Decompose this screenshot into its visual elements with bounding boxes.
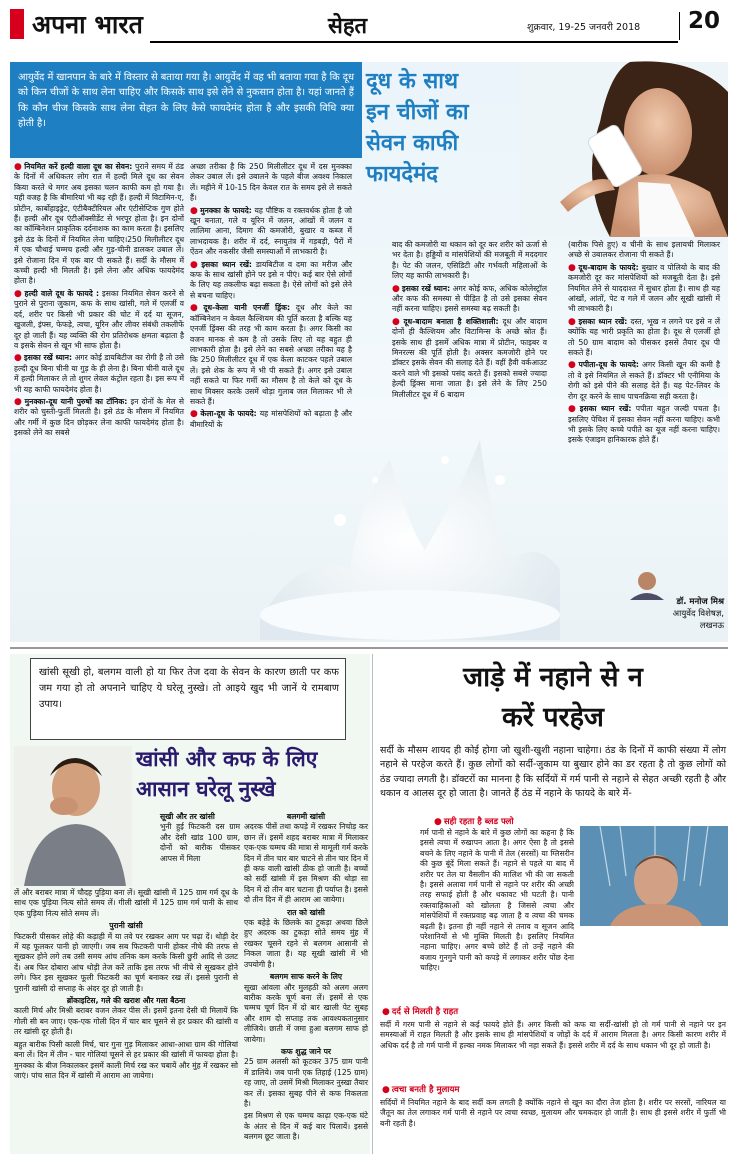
cough-intro: खांसी सूखी हो, बलगम वाली हो या फिर तेज दवा के सेवन के कारण छाती पर कफ जम गया हो तो अपनाने चाहिए ये घरेलू नुस्खे। तो आइये खुद भी जानें ये रामबाण उपाय।: [39, 667, 339, 710]
milk-col3-para: ● इसका रखें ध्यान: अगर कोई कफ, अधिक कोलेस्ट्रॉल और कफ की समस्या से पीड़ित है तो उसे इसका सेवन नहीं करना चाहिए। इससे समस्या बढ़ सकती है।: [392, 283, 547, 314]
story-divider: [372, 654, 373, 1154]
cough-headline: [136, 744, 366, 804]
milk-column-4: [568, 240, 720, 572]
milk-col1-para: ● हल्दी वाले दूध के फायदे : इसका नियमित सेवन करने से पुराने से पुराना जुकाम, कफ के साथ खांसी, गले में एलर्जी व दर्द, शरीर पर किसी भी प्रकार की चोट में दर्द या सूजन, खुजली, इंफ्स, फेफड़े, त्वचा, यूरिन और लीवर संबंधी तकलीफें दूर हो जाती हैं। यह व्यक्ति की रोग प्रतिरोधक क्षमता बढ़ाता है व इसके सेवन से खून भी साफ होता है।: [14, 288, 184, 350]
milk-col1-para: ● नियमित करें हल्दी वाला दूध का सेवन: पुराने समय में ठंड के दिनों में अधिकतर लोग रात में हल्दी मिले दूध का सेवन किया करते थे मगर अब इसका चलन काफी कम हो गया है। यही वजह है कि बीमारियां भी बढ़ रही हैं। हल्दी में विटामिन-ए, प्रोटीन, कार्बोहाइड्रेट, एंटीबैक्टीरियल और एंटीसेप्टिक गुण होते हैं। हल्दी और दूध एंटीऑक्सीडेंट से भरपूर होता है। इन दोनों का कॉम्बिनेशन प्राकृतिक दर्दनाशक का काम करता है। इसलिए इसे ठंड के दिनों में नियमित लेना चाहिए।250 मिलीलीटर दूध में एक चौथाई चम्मच हल्दी और गुड़-चीनी डालकर उबाल लें। इसे रोजाना दिन में एक बार पी सकते हैं। सर्दी के मौसम में कच्ची हल्दी भी मिलती है। इसे लेना और अधिक फायदेमंद होता है।: [14, 162, 184, 286]
cough-colb-para: एक बहेड़े के छिलके का टुकड़ा अथवा छिले हुए अदरक का टुकड़ा सोते समय मुंह में रखकर चूसने रहने से बलगम आसानी से निकल जाता है। यह सूखी खांसी में भी उपयोगी है।: [244, 918, 368, 969]
milk-col2-para: ● केला-दूध के फायदे: यह मांसपेशियों को बढ़ाता है और बीमारियों के: [190, 409, 352, 429]
cough-headline-line-1: खांसी और कफ के लिए: [136, 747, 318, 771]
cough-main-head: पुरानी खांसी: [109, 921, 143, 931]
masthead-top-rule: [150, 41, 678, 43]
milk-story-intro-box: [10, 62, 362, 158]
milk-col4-para: ● इसका ध्यान रखें: पपीता बहुत जल्दी पचता है। इसलिए पेचिश में इसका सेवन नहीं करना चाहिए। कभी भी इसके लिए कच्चे पपीते का यूज नहीं करना चाहिए। इसके एंजाइम हानिकारक होते हैं।: [568, 404, 720, 445]
cough-column-b: [244, 812, 368, 1150]
page-number-divider: [679, 12, 680, 40]
cough-main-para: काली मिर्च और मिश्री बराबर वजन लेकर पीस लें। इसमें इतना देसी घी मिलायें कि गोली सी बन जाए। एक-एक गोली दिन में चार बार चूसने से हर प्रकार की खांसी व तर खांसी दूर होती है।: [14, 1006, 238, 1037]
cough-colb-head: बलगमी खांसी: [286, 812, 326, 821]
milk-headline-line-1: दूध के साथ: [366, 69, 459, 94]
cough-main-head: ब्रोंकाइटिस, गले की खराश और गला बैठना: [66, 996, 186, 1006]
bathing-blood-flow-text: गर्म पानी से नहाने के बारे में कुछ लोगों का कहना है कि इससे त्वचा में रुखापन आता है। अगर ऐसा है तो इससे बचने के लिए नहाने के पानी में तेल (सरसों) या ग्लिसरीन की कुछ बूंदें मिला सकते हैं। नहाने से पहले या बाद में शरीर पर तेल या वैसलीन की मालिश भी की जा सकती है। इससे अलावा गर्म पानी से नहाने पर शरीर की अच्छी तरह सफाई होती है और थकावट भी घटती है। पानी रक्तवाहिकाओं को खोलता है जिससे त्वचा और मांसपेशियों में रक्तप्रवाह बढ़ जाता है व त्वचा की चमक बढ़ती है। इतना ही नहीं नहाने से तनाव व सूजन आदि परेशानियों से भी मुक्ति मिलती है। इसलिए नियमित नहाना चाहिए। अगर बच्चे छोटे हैं तो उन्हें नहाने की बजाय गुनगुने पानी को कपड़े में लगाकर शरीर पोंछ देना चाहिए।: [420, 828, 574, 973]
milk-col1-para: ● इसका रखें ध्यान: अगर कोई डायबिटीज का रोगी है तो उसे हल्दी दूध बिना चीनी या गुड़ के ही लेना है। बिना चीनी वाले दूध में हल्दी मिलाकर ले तो शुगर लेवल कंट्रोल रहता है। इस रूप में भी यह काफी फायदेमंद होता है।: [14, 353, 185, 394]
cough-colb-para: इस मिश्रण से एक चम्मच काढ़ा एक-एक घंटे के अंतर से दिन में कई बार पिलायें। इससे बलगम छूट जाता है।: [244, 1111, 368, 1142]
cough-side-column: [160, 812, 240, 884]
cough-intro-box: [30, 658, 346, 740]
woman-drinking-milk-photo: [520, 62, 728, 237]
milk-col2-para: ● मुनक्का के फायदे: यह पौष्टिक व रक्तवर्धक होता है जो खून बनाता, गले व यूरिन में जलन, आंखों में जलन व लालिमा आना, दिमाग की कमजोरी, बुखार व कब्ज में लाभदायक है। शरीर में दर्द, स्नायुतंत्र में गड़बड़ी, पैरों में ऐंठन और नकसीर जैसी समस्याओं में लाभकारी है।: [190, 205, 352, 257]
bathing-soft-skin-text: सर्दियों में नियमित नहाने के बाद सर्दी कम लगती है क्योंकि नहाने से खून का दौरा तेज होता है। शरीर पर सरसों, नारियल या जैतून का तेल लगाकर गर्म पानी से नहाने पर त्वचा स्वच्छ, मुलायम और चमकदार हो जाती है। साथ ही इससे शरीर में फुर्ती भी बनी रहती है।: [380, 1098, 726, 1128]
milk-col3-para: बाद की कमजोरी या थकान को दूर कर शरीर को ऊर्जा से भर देता है। हड्डियों व मांसपेशियों की मजबूती में मददगार है। पेट की जलन, एसिडिटी और गर्भवती महिलाओं के लिए यह काफी लाभकारी है।: [392, 240, 547, 281]
milk-headline-line-2: इन चीजों का: [366, 100, 469, 125]
milk-col4-para: ● इसका ध्यान रखें: दस्त, भूख न लगने पर इसे न लें क्योंकि यह भारी प्रकृति का होता है। दूध से एलर्जी हो तो 50 ग्राम बादाम को पीसकर इससे तैयार दूध पी सकते हैं।: [568, 316, 720, 358]
milk-headline-line-3: सेवन काफी: [366, 131, 459, 156]
bathing-blood-flow-text-continued: [380, 930, 726, 1000]
cough-colb-head: कफ शुद्ध जाने पर: [280, 1046, 332, 1056]
logo-text: अपना भारत: [32, 10, 143, 39]
cough-headline-line-2: आसान घरेलू नुस्खे: [136, 777, 276, 801]
coughing-man-photo: [14, 746, 132, 886]
cough-main-para: लें और बराबर मात्रा में चौदह पुड़िया बना लें। सूखी खांसी में 125 ग्राम गर्म दूध के साथ एक पुड़िया नित्य सोते समय लें। गीली खांसी में 125 ग्राम गर्म पानी के साथ एक पुड़िया नित्य सोते समय लें।: [14, 888, 238, 918]
milk-col4-para: (बारीक पिसे हुए) व चीनी के साथ इलायची मिलाकर अच्छे से उबालकर रोजाना पी सकते हैं।: [568, 240, 720, 260]
milk-splash-photo: [240, 400, 570, 640]
bathing-subhead-blood-flow: ● सही रहता है ब्लड फ्लो: [434, 817, 514, 827]
cough-colb-head: रात को खांसी: [287, 907, 325, 917]
bathing-headline: [378, 658, 728, 738]
author-name: डॉ. मनोज मिश्र: [676, 597, 724, 607]
logo-red-stripe: [10, 9, 24, 39]
milk-col3-para: ● दूध-बादाम बनाता है शक्तिशाली: दूध और बादाम दोनों ही कैल्शियम और विटामिन्स के अच्छे स्रोत हैं। इसके साथ ही इसमें अधिक मात्रा में प्रोटीन, फाइबर व मिनरल्स की पूर्ति होती है। अक्सर कमजोरी होने पर डॉक्टर इसके सेवन की सलाह देते हैं। वहीं हैवी वर्कआउट करने वाले भी इसको पसंद करते हैं। इसको सबसे ज्यादा हेल्दी ड्रिंक्स माना जाता है। इसे लेने के लिए 250 मिलीलीटर दूध में 6 बादाम: [392, 316, 547, 399]
cough-main-column: [14, 888, 238, 1150]
section-separator: [10, 647, 728, 649]
cough-side-text: भुनी हुई फिटकरी दस ग्राम और देसी खांड 100 ग्राम, दोनों को बारीक पीसकर आपस में मिला: [160, 822, 240, 863]
milk-story-intro: आयुर्वेद में खानपान के बारे में विस्तार से बताया गया है। आयुर्वेद में वह भी बताया गया है कि दूध को किन चीजों के साथ लेना चाहिए और किसके साथ इसे लेने से नुकसान होता है। यहां जानते हैं कि कौन चीज किसके साथ लेना सेहत के लिए कैसे फायदेमंद होता है और इसकी विधि क्या होती है।: [18, 72, 354, 130]
author-city: लखनऊ: [699, 621, 724, 631]
author-title: आयुर्वेद विशेषज्ञ,: [672, 609, 724, 619]
milk-column-1: [14, 162, 184, 532]
page-number: 20: [688, 8, 721, 34]
section-title: सेहत: [328, 14, 368, 39]
milk-col2-para: अच्छा तरीका है कि 250 मिलीलीटर दूध में दस मुनक्का लेकर उबाल लें। इसे उबालने के पहले बीज अवश्य निकाल लें। महीने में 10-15 दिन केवल रात के समय इसे ले सकते हैं।: [190, 162, 352, 203]
cough-colb-head: बलगम साफ करने के लिए: [269, 972, 343, 982]
milk-col4-para: ● पपीता-दूध के फायदे: अगर किसी खून की कमी है तो वे इसे नियमित ले सकते हैं। डॉक्टर भी एनीमिया के रोगी को इसे पीने की सलाह देते हैं। यह पेट-लिवर के रोग दूर करने के साथ पाचनक्रिया सही करता है।: [568, 360, 720, 401]
cough-main-para: बहुत बारीक पिसी काली मिर्च, चार गुना गुड़ मिलाकर आधा-आधा ग्राम की गोलियां बना लें। दिन में तीन - चार गोलियां चूसने से हर प्रकार की खांसी में फायदा होता है। मुनक्का के बीज निकालकर इसमें काली मिर्च रख कर चबायें और मुंह में रखकर सो जाएं। पांच सात दिन में खांसी में आराम आ जायेगा।: [14, 1039, 238, 1080]
bathing-subhead-pain-relief: ● दर्द से मिलती है राहत: [382, 1007, 459, 1017]
cough-main-para: फिटकरी पीसकर लोहे की कड़ाही में या तवे पर रखकर आग पर चढ़ा दें। थोड़ी देर में यह फूलकर पानी हो जाएगी। जब सब फिटकरी पानी होकर नीचे की तरफ से सूखकर होने लगे तब उसी समय आंच तनिक कम करके किसी छुरी आदि से उलट दें। अब फिर दोबारा आंच थोड़ी तेज करें ताकि इस तरफ भी नीचे से सूखकर होने लगे। फिर इस सूखकर फूली फिटकरी का चूर्ण बनाकर रख लें। इससे पुरानी से पुरानी खांसी दो सप्ताह के अंदर दूर हो जाती है।: [14, 931, 238, 993]
bathing-pain-relief-text: सर्दी में गरम पानी से नहाने से कई फायदे होते हैं। अगर किसी को कफ या सर्दी-खांसी हो तो गर्म पानी से नहाने पर इन समस्याओं में राहत मिलती है और इसके साथ ही मांसपेशियों व जोड़ों के दर्द में आराम मिलता है। अगर किसी कारण शरीर में अधिक दर्द है तो गर्म पानी में हल्का नमक मिलाकर भी नहा सकते हैं। इससे शरीर में दर्द के साथ थकान भी दूर हो जाती है।: [380, 1020, 726, 1050]
cough-colb-para: अदरक पीसें तथा कपड़े में रखकर निचोड़ कर छान लें। इसमें शहद बराबर मात्रा में मिलाकर एक-एक चम्मच की मात्रा से मामूली गर्म करके दिन में तीन चार बार चाटने से तीन चार दिन में ही कफ वाली खांसी ठीक हो जाती है। बच्चों को सर्दी खांसी में इस मिश्रण की थोड़ा सा दिन में दो तीन बार चटाना ही पर्याप्त है। इससे दो तीन दिन में ही आराम आ जायेगा।: [244, 822, 368, 905]
author-byline: [600, 596, 724, 632]
cough-colb-para: 25 ग्राम अलसी को कूटकर 375 ग्राम पानी में डालिये। जब पानी एक तिहाई (125 ग्राम) रह जाए, तो उसमें मिश्री मिलाकर नुस्खा तैयार कर लें। इसका सुबह पीने से कफ निकलता है।: [244, 1057, 368, 1108]
issue-date: शुक्रवार, 19-25 जनवरी 2018: [527, 22, 641, 33]
milk-col2-para: ● इसका ध्यान रखें: डायबिटीज व दमा का मरीज और कफ के साथ खांसी होने पर इसे न पीएं। कई बार ऐसे लोगों के लिए यह तकलीफ बढ़ा सकता है। ऐसे लोगों को इसे लेने से बचना चाहिए।: [190, 259, 352, 300]
milk-headline-line-4: फायदेमंद: [366, 162, 438, 187]
cough-colb-para: सूखा आंवला और मुलहठी को अलग अलग बारीक करके चूर्ण बना लें। इसमें से एक चम्मच चूर्ण दिन में दो बार खाली पेट सुबह और शाम दो सप्ताह तक आवश्यकतानुसार लीजिये। छाती में जमा हुआ बलगम साफ हो जायेगा।: [244, 982, 368, 1044]
milk-story-headline: [366, 66, 526, 190]
bathing-intro: सर्दी के मौसम शायद ही कोई होगा जो खुशी-खुशी नहाना चाहेगा। ठंड के दिनों में काफी संख्या में लोग नहाने से परहेज करते हैं। कुछ लोगों को सर्दी-जुकाम या बुखार होने का डर रहता है तो कुछ लोगों को ठंड ज्यादा लगती है। डॉक्टरों का मानना है कि सर्दियों में गर्म पानी से नहाने से सेहत अच्छी रहती है और थकान व आलस दूर हो जाता है। जानते हैं ठंड में नहाने के फायदे के बारे में-: [380, 745, 726, 800]
milk-col2-para: ● दूध-केला यानी एनर्जी ड्रिंक: दूध और केले का कॉम्बिनेशन न केवल कैल्शियम की पूर्ति करता है बल्कि यह एनर्जी ड्रिंक्स की तरह भी काम करता है। अगर किसी का वजन मानक से कम है तो उसके लिए तो यह बहुत ही लाभकारी होता है। इसे लेने का सबसे अच्छा तरीका यह है कि 250 मिलीलीटर दूध में एक केला काटकर पहले उबाल लें। इसे शेक के रूप में भी पी सकते हैं। अगर इसे उबाल नहीं सकते या फिर गर्मी का मौसम है तो केले को दूध के साथ मिक्सर करके उसमें थोड़ा गुलाब जल मिलाकर भी ले सकते हैं।: [190, 303, 352, 406]
bathing-subhead-soft-skin: ● त्वचा बनती है मुलायम: [382, 1085, 460, 1095]
bathing-headline-line-1: जाड़े में नहाने से न: [463, 662, 643, 693]
cough-side-head: सूखी और तर खांसी: [160, 812, 215, 821]
bathing-headline-line-2: करें परहेज: [502, 702, 604, 733]
masthead: [0, 0, 737, 44]
milk-col4-para: ● दूध-बादाम के फायदे: बुखार व पोलियो के बाद की कमजोरी दूर कर मांसपेशियों को मजबूती देता है। इसे नियमित लेने से याददाश्त में सुधार होता है। साथ ही यह आंखों, आंतों, पेट व गले में जलन और सूखी खांसी में भी लाभकारी है।: [568, 262, 720, 314]
milk-col1-para: ● मुनक्का-दूध यानी पुरुषों का टॉनिक: इन दोनों के मेल से शरीर को चुस्ती-फुर्ती मिलती है। इसे ठंड के मौसम में नियमित और गर्मी में कुछ दिन छोड़कर लेना काफी फायदेमंद होता है। इसको लेने का सबसे: [14, 396, 185, 438]
man-showering-photo: [580, 826, 728, 926]
milk-column-3: [392, 240, 547, 399]
